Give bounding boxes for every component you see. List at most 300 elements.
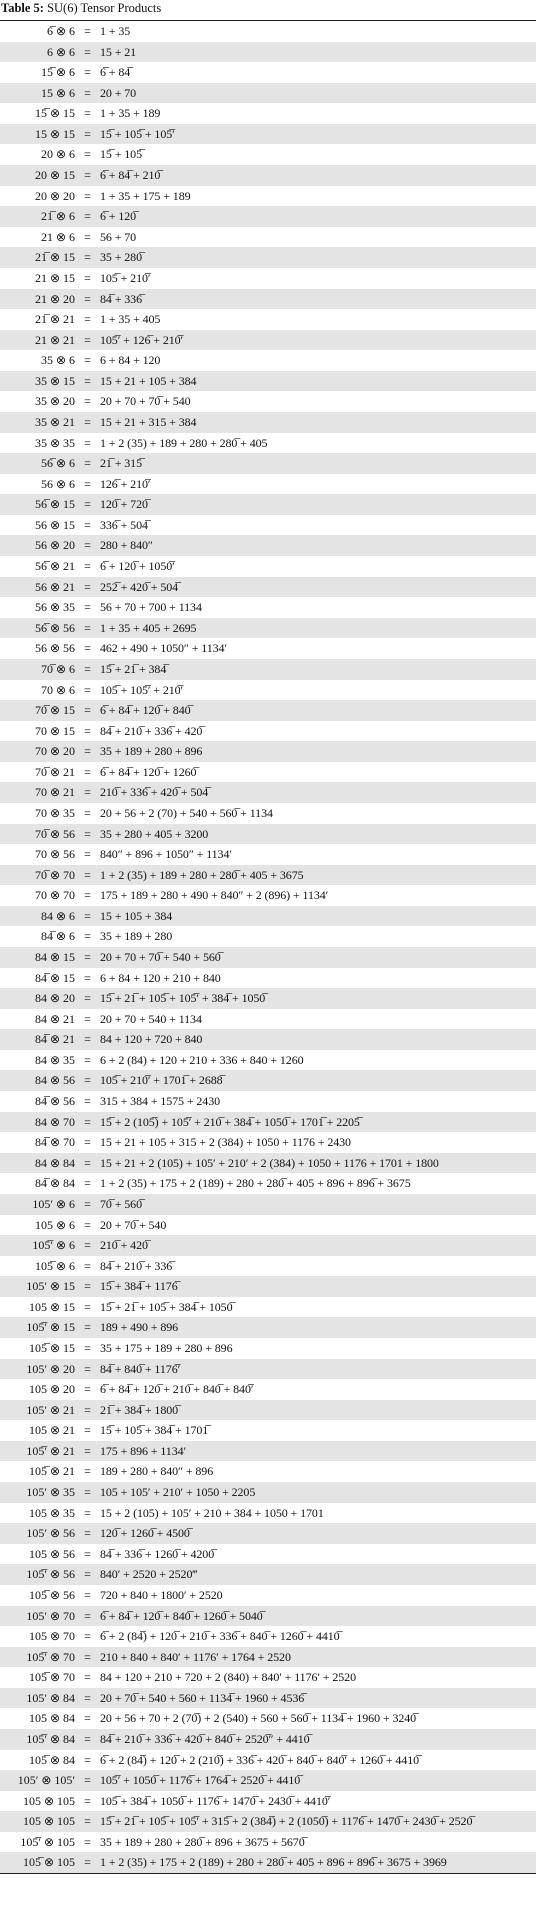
equals-sign: =: [84, 65, 91, 80]
equals-sign: =: [75, 494, 100, 515]
table-row: [0, 1317, 536, 1338]
product-rhs: 1 + 2 (35) + 189 + 280 + 280̅ + 405: [100, 435, 268, 450]
equals-sign: =: [84, 723, 91, 738]
table-row: [0, 1544, 536, 1565]
product-rhs: 84̅ + 210̅ + 336̅ + 420̅: [100, 723, 203, 738]
equals-sign: =: [75, 947, 100, 968]
table-row: [0, 865, 536, 886]
product-rhs: 6̅ + 84̅ + 120̅ + 840̅: [100, 700, 536, 721]
equals-sign: =: [75, 906, 100, 927]
product-lhs: 21 ⊗ 6: [40, 229, 75, 244]
equals-sign: =: [75, 206, 100, 227]
product-rhs: 252̅ + 420̅ + 504̅: [100, 577, 536, 598]
table-row: [0, 1153, 536, 1174]
equals-sign: =: [84, 353, 91, 368]
product-rhs: 6̅ + 84̅ + 120̅ + 840̅ + 1260̅ + 5040̅: [100, 1606, 536, 1627]
equals-sign: =: [75, 1852, 100, 1873]
equals-sign: =: [84, 312, 91, 327]
product-lhs: 6 ⊗ 6: [0, 42, 75, 63]
product-lhs: 70̅ ⊗ 56: [0, 824, 75, 845]
table-row: [0, 721, 536, 742]
equals-sign: =: [75, 412, 100, 433]
product-rhs: 6̅ + 84̅ + 120̅ + 210̅ + 840̅ + 840̅′: [100, 1382, 254, 1397]
table-row: [0, 350, 536, 371]
product-lhs: 70 ⊗ 15: [34, 723, 75, 738]
table-row: [0, 1112, 536, 1133]
table-row: [0, 1400, 536, 1421]
product-rhs: 84̅ + 336̅ + 1260̅ + 4200̅: [100, 1546, 215, 1561]
product-lhs: 105′ ⊗ 20: [0, 1359, 75, 1380]
product-lhs: 105′ ⊗ 21: [0, 1400, 75, 1421]
product-rhs: 315 + 384 + 1575 + 2430: [100, 1094, 221, 1109]
product-rhs: 84̅ + 840̅ + 1176̅′: [100, 1359, 536, 1380]
table-row: [0, 762, 536, 783]
product-lhs: 70̅ ⊗ 15: [0, 700, 75, 721]
table-row: [0, 1379, 536, 1400]
product-rhs: 105̅ + 210̅′: [100, 270, 151, 285]
product-rhs: 35 + 280̅: [100, 247, 536, 268]
product-rhs: 15 + 21 + 2 (105) + 105′ + 210′ + 2 (384) + 1050 + 1176 + 1701 + 1800: [100, 1153, 536, 1174]
table-row: [0, 1852, 536, 1873]
table-row: [0, 803, 536, 824]
product-lhs: 84̅ ⊗ 56: [34, 1094, 75, 1109]
table-row: [0, 1441, 536, 1462]
product-lhs: 21̅ ⊗ 21: [34, 312, 75, 327]
equals-sign: =: [75, 124, 100, 145]
product-rhs: 6̅ + 84̅ + 210̅: [100, 165, 536, 186]
product-rhs: 15̅ + 105̅ + 105̅′: [100, 124, 536, 145]
product-lhs: 105̅′ ⊗ 21: [0, 1441, 75, 1462]
product-rhs: 6̅ + 84̅ + 120̅ + 1260̅: [100, 764, 197, 779]
table-row: [0, 165, 536, 186]
product-lhs: 70̅ ⊗ 6: [0, 659, 75, 680]
equals-sign: =: [75, 535, 100, 556]
equals-sign: =: [75, 1400, 100, 1421]
equals-sign: =: [75, 1029, 100, 1050]
equals-sign: =: [75, 1235, 100, 1256]
product-rhs: 105 + 105′ + 210′ + 1050 + 2205: [100, 1482, 536, 1503]
product-rhs: 21̅ + 384̅ + 1800̅: [100, 1400, 536, 1421]
product-lhs: 20 ⊗ 6: [40, 147, 75, 162]
product-rhs: 15̅ + 21̅ + 384̅: [100, 659, 536, 680]
product-rhs: 15̅ + 105̅ + 384̅ + 1701̅: [100, 1423, 209, 1438]
equals-sign: =: [84, 1505, 91, 1520]
product-lhs: 105 ⊗ 21: [28, 1423, 75, 1438]
product-rhs: 15̅ + 21̅ + 105̅ + 105̅′ + 315̅ + 2 (384̅) + 2 (1050̅) + 1176̅ + 1470̅ + 2430̅ + 2520̅: [100, 1811, 536, 1832]
equals-sign: =: [75, 1811, 100, 1832]
product-rhs: 6 + 2 (84) + 120 + 210 + 336 + 840 + 1260: [100, 1052, 304, 1067]
table-row: [0, 453, 536, 474]
equals-sign: =: [84, 1464, 91, 1479]
table-row: [0, 844, 536, 865]
product-rhs: 15̅ + 384̅ + 1176̅: [100, 1276, 536, 1297]
table-row: [0, 1503, 536, 1524]
product-lhs: 84̅ ⊗ 84: [34, 1176, 75, 1191]
product-lhs: 84 ⊗ 70: [0, 1112, 75, 1133]
product-lhs: 70 ⊗ 56: [34, 847, 75, 862]
table-row: [0, 1276, 536, 1297]
table-row: [0, 618, 536, 639]
product-lhs: 105̅′ ⊗ 105: [20, 1834, 75, 1849]
table-row: [0, 206, 536, 227]
product-lhs: 56 ⊗ 56: [34, 641, 75, 656]
product-lhs: 105′ ⊗ 84: [0, 1688, 75, 1709]
product-lhs: 105′ ⊗ 56: [0, 1523, 75, 1544]
equals-sign: =: [84, 394, 91, 409]
product-lhs: 105 ⊗ 84: [28, 1711, 75, 1726]
product-lhs: 35 ⊗ 6: [40, 353, 75, 368]
equals-sign: =: [84, 1587, 91, 1602]
table-row: [0, 412, 536, 433]
equals-sign: =: [84, 1834, 91, 1849]
product-lhs: 84 ⊗ 15: [0, 947, 75, 968]
equals-sign: =: [84, 1670, 91, 1685]
table-row: [0, 1708, 536, 1729]
equals-sign: =: [84, 1423, 91, 1438]
equals-sign: =: [75, 988, 100, 1009]
product-lhs: 84 ⊗ 35: [34, 1052, 75, 1067]
equals-sign: =: [84, 1052, 91, 1067]
table-row: [0, 824, 536, 845]
table-row: [0, 1523, 536, 1544]
equals-sign: =: [75, 1729, 100, 1750]
table-row: [0, 1606, 536, 1627]
product-rhs: 20 + 56 + 2 (70) + 540 + 560̅ + 1134: [100, 805, 273, 820]
table-row: [0, 906, 536, 927]
product-rhs: 84̅ + 210̅ + 336̅ + 420̅ + 840̅ + 2520̅″ + 4410̅: [100, 1729, 536, 1750]
product-rhs: 6̅ + 2 (84̅) + 120̅ + 210̅ + 336̅ + 840̅ + 1260̅ + 4410̅: [100, 1629, 340, 1644]
product-lhs: 105̅ ⊗ 15: [28, 1341, 75, 1355]
table-row: [0, 1070, 536, 1091]
product-lhs: 105̅ ⊗ 6: [34, 1258, 75, 1273]
product-lhs: 105 ⊗ 20: [28, 1382, 75, 1397]
equals-sign: =: [84, 147, 91, 162]
product-lhs: 105 ⊗ 70: [28, 1629, 75, 1644]
table-row: [0, 103, 536, 124]
product-rhs: 15 + 21: [100, 42, 536, 63]
product-lhs: 84̅ ⊗ 21: [0, 1029, 75, 1050]
table-row: [0, 1359, 536, 1380]
product-rhs: 6 + 84 + 120 + 210 + 840: [100, 970, 221, 985]
table-row: [0, 391, 536, 412]
equals-sign: =: [84, 1094, 91, 1109]
equals-sign: =: [75, 1070, 100, 1091]
equals-sign: =: [75, 659, 100, 680]
product-lhs: 56̅ ⊗ 56: [0, 618, 75, 639]
table-row: [0, 1811, 536, 1832]
bottom-rule: [0, 1873, 536, 1874]
product-rhs: 15 + 2 (105) + 105′ + 210 + 384 + 1050 + 1701: [100, 1505, 324, 1520]
product-rhs: 84̅ + 336̅: [100, 289, 536, 310]
table-row: [0, 988, 536, 1009]
product-lhs: 6̅ ⊗ 6: [46, 24, 75, 38]
product-lhs: 15̅ ⊗ 6: [40, 65, 75, 80]
equals-sign: =: [84, 1752, 91, 1767]
table-row: [0, 1647, 536, 1668]
product-rhs: 126̅ + 210̅′: [100, 476, 151, 491]
equals-sign: =: [84, 229, 91, 244]
product-rhs: 56 + 70: [100, 229, 137, 244]
product-rhs: 6̅ + 120̅: [100, 206, 536, 227]
equals-sign: =: [75, 782, 100, 803]
product-lhs: 84̅ ⊗ 15: [34, 970, 75, 985]
product-rhs: 1 + 35 + 405 + 2695: [100, 618, 536, 639]
product-lhs: 105 ⊗ 35: [28, 1505, 75, 1520]
product-lhs: 21 ⊗ 21: [0, 330, 75, 351]
equals-sign: =: [75, 1112, 100, 1133]
product-rhs: 84̅ + 210̅ + 336̅: [100, 1258, 173, 1273]
table-row: [0, 968, 536, 989]
product-lhs: 70 ⊗ 35: [34, 805, 75, 820]
product-lhs: 70 ⊗ 21: [0, 782, 75, 803]
product-lhs: 84 ⊗ 21: [34, 1011, 75, 1026]
product-rhs: 280 + 840″: [100, 535, 536, 556]
product-rhs: 6̅ + 84̅: [100, 65, 131, 80]
equals-sign: =: [75, 289, 100, 310]
product-rhs: 120̅ + 720̅: [100, 494, 536, 515]
product-rhs: 1 + 2 (35) + 189 + 280 + 280̅ + 405 + 3675: [100, 865, 536, 886]
product-lhs: 20 ⊗ 20: [34, 188, 75, 203]
equals-sign: =: [84, 764, 91, 779]
equals-sign: =: [84, 1793, 91, 1808]
equals-sign: =: [75, 1688, 100, 1709]
equals-sign: =: [75, 1359, 100, 1380]
table-row: [0, 62, 536, 83]
equals-sign: =: [75, 700, 100, 721]
product-rhs: 189 + 280 + 840″ + 896: [100, 1464, 214, 1479]
product-lhs: 70 ⊗ 6: [40, 682, 75, 697]
product-rhs: 105̅ + 105̅′ + 210̅′: [100, 682, 184, 697]
product-lhs: 21̅ ⊗ 6: [0, 206, 75, 227]
product-rhs: 175 + 189 + 280 + 490 + 840″ + 2 (896) + 1134′: [100, 888, 329, 903]
product-lhs: 56̅ ⊗ 6: [0, 453, 75, 474]
equals-sign: =: [84, 559, 91, 574]
table-row: [0, 1235, 536, 1256]
equals-sign: =: [84, 805, 91, 820]
equals-sign: =: [75, 1647, 100, 1668]
product-lhs: 105 ⊗ 6: [34, 1217, 75, 1232]
product-rhs: 189 + 490 + 896: [100, 1317, 536, 1338]
product-lhs: 105̅′ ⊗ 15: [0, 1317, 75, 1338]
product-rhs: 15̅ + 21̅ + 105̅ + 384̅ + 1050̅: [100, 1299, 233, 1314]
table-row: [0, 144, 536, 165]
product-rhs: 70̅ + 560̅: [100, 1194, 536, 1215]
product-rhs: 35 + 175 + 189 + 280 + 896: [100, 1341, 233, 1355]
equals-sign: =: [75, 330, 100, 351]
product-lhs: 35 ⊗ 21: [0, 412, 75, 433]
product-lhs: 105̅′ ⊗ 56: [0, 1564, 75, 1585]
product-rhs: 20 + 56 + 70 + 2 (70̅) + 2 (540) + 560 + 560̅ + 1134̅ + 1960 + 3240̅: [100, 1711, 417, 1726]
table-row: [0, 597, 536, 618]
table-row: [0, 1009, 536, 1030]
equals-sign: =: [84, 682, 91, 697]
equals-sign: =: [84, 517, 91, 532]
product-lhs: 15 ⊗ 15: [0, 124, 75, 145]
product-rhs: 15 + 21 + 315 + 384: [100, 412, 536, 433]
product-rhs: 15 + 21 + 105 + 315 + 2 (384) + 1050 + 1176 + 2430: [100, 1135, 351, 1150]
product-lhs: 15̅ ⊗ 15: [34, 106, 75, 121]
equals-sign: =: [84, 1176, 91, 1191]
product-lhs: 105′ ⊗ 105′: [0, 1770, 75, 1791]
table-row: [0, 1338, 536, 1359]
equals-sign: =: [84, 1299, 91, 1314]
product-lhs: 84̅ ⊗ 6: [40, 929, 75, 944]
equals-sign: =: [75, 824, 100, 845]
equals-sign: =: [84, 1546, 91, 1561]
equals-sign: =: [84, 270, 91, 285]
product-rhs: 20 + 70 + 70̅ + 540: [100, 394, 191, 409]
product-lhs: 84 ⊗ 84: [0, 1153, 75, 1174]
equals-sign: =: [75, 83, 100, 104]
product-rhs: 105̅ + 210̅′ + 1701̅ + 2688̅: [100, 1070, 536, 1091]
product-rhs: 120̅ + 1260̅ + 4500̅: [100, 1523, 536, 1544]
table-body: [0, 21, 536, 1873]
equals-sign: =: [84, 1258, 91, 1273]
table-row: [0, 1667, 536, 1688]
product-lhs: 105 ⊗ 15: [28, 1299, 75, 1314]
table-row: [0, 1297, 536, 1318]
equals-sign: =: [75, 1317, 100, 1338]
product-lhs: 105 ⊗ 105: [0, 1811, 75, 1832]
table-row: [0, 1029, 536, 1050]
product-rhs: 175 + 896 + 1134′: [100, 1441, 536, 1462]
equals-sign: =: [84, 1629, 91, 1644]
table-row: [0, 577, 536, 598]
table-row: [0, 1050, 536, 1071]
product-rhs: 1 + 2 (35) + 175 + 2 (189) + 280 + 280̅ + 405 + 896 + 896̅ + 3675 + 3969: [100, 1852, 536, 1873]
product-rhs: 15̅ + 21̅ + 105̅ + 105̅′ + 384̅ + 1050̅: [100, 988, 536, 1009]
product-rhs: 1 + 35 + 175 + 189: [100, 188, 191, 203]
product-lhs: 105̅′ ⊗ 84: [0, 1729, 75, 1750]
table-row: [0, 1132, 536, 1153]
table-row: [0, 1770, 536, 1791]
table-row: [0, 1626, 536, 1647]
table-caption-label: Table 5:: [1, 1, 44, 15]
table-row: [0, 680, 536, 701]
table-row: [0, 124, 536, 145]
table-row: [0, 227, 536, 248]
table-caption-text: SU(6) Tensor Products: [47, 1, 162, 15]
product-rhs: 35 + 189 + 280 + 280̅ + 896 + 3675 + 5670̅: [100, 1834, 305, 1849]
product-rhs: 15 + 105 + 384: [100, 906, 536, 927]
equals-sign: =: [75, 165, 100, 186]
equals-sign: =: [75, 1770, 100, 1791]
table-row: [0, 1750, 536, 1771]
product-lhs: 105 ⊗ 56: [28, 1546, 75, 1561]
equals-sign: =: [84, 929, 91, 944]
product-rhs: 840″ + 896 + 1050″ + 1134′: [100, 847, 232, 862]
product-lhs: 21̅ ⊗ 15: [0, 247, 75, 268]
table-row: [0, 1832, 536, 1853]
product-lhs: 105′ ⊗ 6: [0, 1194, 75, 1215]
table-row: [0, 289, 536, 310]
product-lhs: 105′ ⊗ 15: [0, 1276, 75, 1297]
table-row: [0, 1173, 536, 1194]
product-rhs: 840′ + 2520 + 2520‴: [100, 1564, 536, 1585]
equals-sign: =: [75, 1153, 100, 1174]
product-rhs: 462 + 490 + 1050″ + 1134′: [100, 641, 227, 656]
product-lhs: 105̅ ⊗ 105: [0, 1852, 75, 1873]
product-rhs: 35 + 280 + 405 + 3200: [100, 824, 536, 845]
equals-sign: =: [84, 641, 91, 656]
product-rhs: 20 + 70̅ + 540 + 560 + 1134̅ + 1960 + 4536̅: [100, 1688, 536, 1709]
table-row: [0, 1194, 536, 1215]
equals-sign: =: [75, 1564, 100, 1585]
equals-sign: =: [75, 1606, 100, 1627]
product-lhs: 20 ⊗ 15: [0, 165, 75, 186]
product-rhs: 210̅ + 336̅ + 420̅ + 504̅: [100, 782, 536, 803]
product-rhs: 105̅ + 384̅ + 1050̅ + 1176̅ + 1470̅ + 2430̅ + 4410̅′: [100, 1793, 331, 1808]
table-row: [0, 474, 536, 495]
table-row: [0, 433, 536, 454]
equals-sign: =: [84, 888, 91, 903]
table-row: [0, 515, 536, 536]
equals-sign: =: [84, 1011, 91, 1026]
product-lhs: 84 ⊗ 20: [0, 988, 75, 1009]
equals-sign: =: [84, 970, 91, 985]
product-lhs: 15 ⊗ 6: [0, 83, 75, 104]
product-rhs: 105̅′ + 126̅ + 210̅′: [100, 330, 536, 351]
product-rhs: 84 + 120 + 720 + 840: [100, 1029, 536, 1050]
product-lhs: 70 ⊗ 70: [34, 888, 75, 903]
equals-sign: =: [84, 188, 91, 203]
equals-sign: =: [75, 741, 100, 762]
product-rhs: 15 + 21 + 105 + 384: [100, 371, 536, 392]
table-row: [0, 494, 536, 515]
table-row: [0, 371, 536, 392]
table-row: [0, 186, 536, 207]
product-lhs: 56 ⊗ 20: [0, 535, 75, 556]
table-row: [0, 659, 536, 680]
product-rhs: 20 + 70 + 70̅ + 540 + 560̅: [100, 947, 536, 968]
equals-sign: =: [75, 577, 100, 598]
product-lhs: 105̅′ ⊗ 6: [0, 1235, 75, 1256]
table-row: [0, 885, 536, 906]
table-row: [0, 21, 536, 42]
table-row: [0, 1688, 536, 1709]
product-rhs: 210 + 840 + 840′ + 1176′ + 1764 + 2520: [100, 1647, 536, 1668]
product-rhs: 1 + 35: [100, 24, 131, 38]
product-lhs: 35 ⊗ 15: [0, 371, 75, 392]
table-row: [0, 1420, 536, 1441]
table-row: [0, 1791, 536, 1812]
product-rhs: 720 + 840 + 1800′ + 2520: [100, 1587, 223, 1602]
table-row: [0, 947, 536, 968]
equals-sign: =: [84, 435, 91, 450]
product-rhs: 84 + 120 + 210 + 720 + 2 (840) + 840′ + 1176′ + 2520: [100, 1670, 356, 1685]
equals-sign: =: [75, 1482, 100, 1503]
product-rhs: 1 + 2 (35) + 175 + 2 (189) + 280 + 280̅ + 405 + 896 + 896̅ + 3675: [100, 1176, 411, 1191]
product-lhs: 21 ⊗ 15: [34, 270, 75, 285]
table-row: [0, 247, 536, 268]
product-rhs: 20 + 70: [100, 83, 536, 104]
product-lhs: 84 ⊗ 6: [0, 906, 75, 927]
product-lhs: 105′ ⊗ 70: [0, 1606, 75, 1627]
product-rhs: 56 + 70 + 700 + 1134: [100, 600, 202, 615]
product-rhs: 1 + 35 + 405: [100, 312, 161, 327]
table-row: [0, 1564, 536, 1585]
product-lhs: 70 ⊗ 20: [0, 741, 75, 762]
product-lhs: 105′ ⊗ 35: [0, 1482, 75, 1503]
product-lhs: 56 ⊗ 15: [34, 517, 75, 532]
table-row: [0, 1091, 536, 1112]
table-row: [0, 42, 536, 63]
product-lhs: 56̅ ⊗ 21: [34, 559, 75, 574]
equals-sign: =: [84, 1341, 91, 1355]
equals-sign: =: [84, 1217, 91, 1232]
product-lhs: 105̅ ⊗ 70: [28, 1670, 75, 1685]
product-rhs: 15̅ + 2 (105̅) + 105̅′ + 210̅ + 384̅ + 1050̅ + 1701̅ + 2205̅: [100, 1112, 536, 1133]
